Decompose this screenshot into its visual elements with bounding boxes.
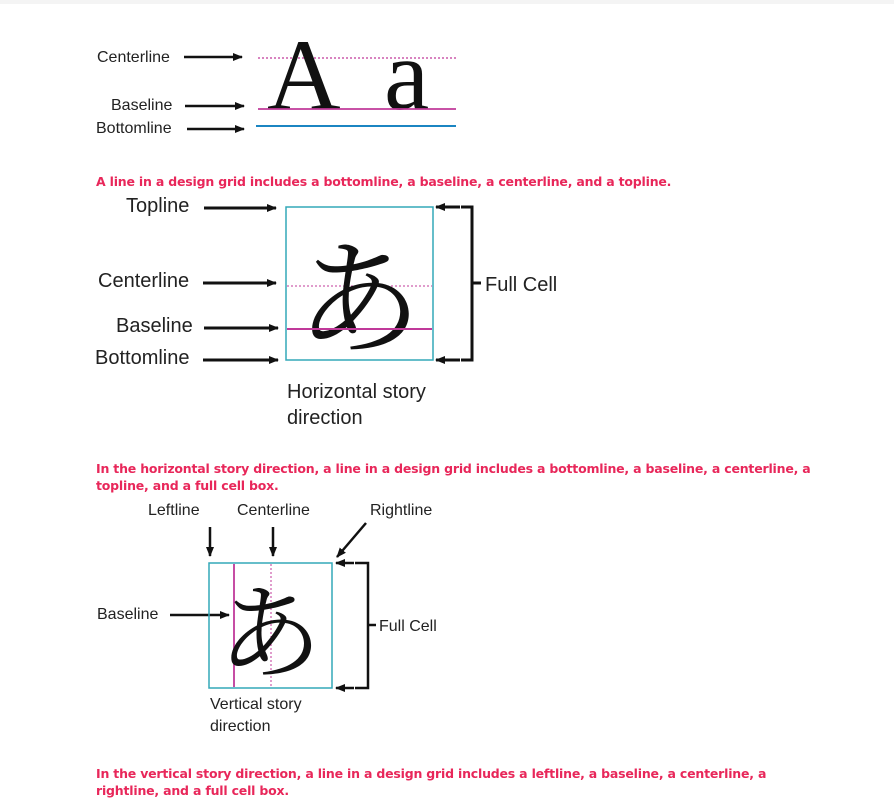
fig3-hiragana-glyph: あ xyxy=(217,573,323,695)
figure-3-caption: In the vertical story direction, a line in a design grid includes a leftline, a baseline, a centerline, a rightline, and a full cell box. xyxy=(96,766,767,798)
fig3-baseline-label: Baseline xyxy=(97,606,159,623)
figure-2-horizontal-grid xyxy=(95,195,557,429)
figure-1-caption: A line in a design grid includes a bottomline, a baseline, a centerline, and a topline. xyxy=(96,174,672,189)
fig1-centerline-label: Centerline xyxy=(97,49,170,66)
figure-2-caption: In the horizontal story direction, a line in a design grid includes a bottomline, a baseline, a centerline, a topline, and a full cell box. xyxy=(96,461,811,493)
fig3-rightline-arrow xyxy=(337,523,366,557)
fig2-direction-line2: direction xyxy=(287,407,363,429)
fig3-direction-line2: direction xyxy=(210,718,271,735)
fig3-full-cell-bracket xyxy=(355,563,368,688)
fig1-baseline-label: Baseline xyxy=(111,97,173,114)
fig2-bottomline-label: Bottomline xyxy=(95,347,190,369)
fig2-full-cell-bracket xyxy=(461,207,472,360)
fig3-leftline-label: Leftline xyxy=(148,502,200,519)
fig2-hiragana-glyph: あ xyxy=(296,227,422,374)
fig3-direction-line1: Vertical story xyxy=(210,696,302,713)
fig3-rightline-label: Rightline xyxy=(370,502,433,519)
fig2-topline-label: Topline xyxy=(126,195,190,217)
fig1-sample-lowercase: a xyxy=(384,19,430,132)
fig2-full-cell-label: Full Cell xyxy=(485,274,558,296)
fig2-centerline-label: Centerline xyxy=(98,270,190,292)
fig2-direction-line1: Horizontal story xyxy=(287,381,426,403)
figure-3-vertical-grid xyxy=(97,502,437,735)
fig1-bottomline-label: Bottomline xyxy=(96,120,172,137)
fig3-centerline-label: Centerline xyxy=(237,502,310,519)
fig2-baseline-label: Baseline xyxy=(116,315,193,337)
figure-1-latin-grid xyxy=(96,19,456,137)
fig1-sample-uppercase: A xyxy=(267,19,341,132)
fig3-full-cell-label: Full Cell xyxy=(379,618,437,635)
